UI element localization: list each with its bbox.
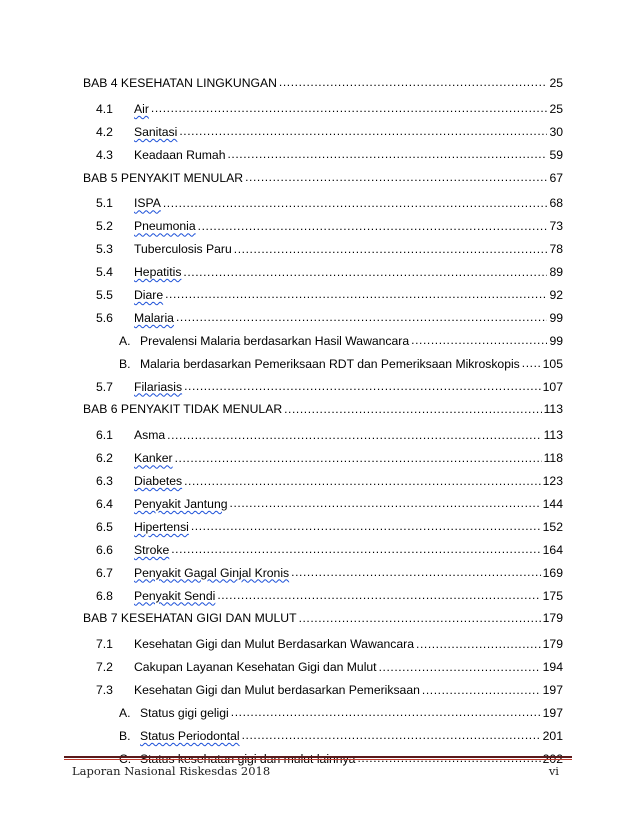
toc-title: Asma [134, 428, 166, 443]
toc-page: 92 [549, 288, 563, 303]
toc-title: Kesehatan Gigi dan Mulut berdasarkan Pemeriksaan [134, 683, 420, 698]
toc-chapter[interactable] [83, 607, 563, 630]
toc-title: Pneumonia [134, 219, 196, 234]
toc-title: Hipertensi [134, 519, 189, 534]
toc-section[interactable] [83, 261, 563, 284]
toc-number: 5.4 [96, 265, 113, 280]
toc-section[interactable] [83, 238, 563, 261]
toc-leader [184, 475, 541, 489]
toc-title: BAB 7 KESEHATAN GIGI DAN MULUT [83, 611, 297, 626]
toc-leader [191, 520, 541, 534]
toc-section[interactable] [83, 98, 563, 121]
toc-number: 6.3 [96, 474, 113, 489]
toc-leader [291, 566, 541, 580]
toc-title: ISPA [134, 196, 161, 211]
toc-section[interactable] [83, 585, 563, 608]
toc-number: 7.3 [96, 683, 113, 698]
toc-section[interactable] [83, 307, 563, 330]
toc-leader [167, 429, 541, 443]
toc-page: 118 [543, 451, 563, 466]
toc-page: 197 [542, 706, 563, 721]
toc-leader [230, 497, 541, 511]
toc-section[interactable] [83, 215, 563, 238]
toc-section[interactable] [83, 192, 563, 215]
toc-page: 144 [542, 497, 563, 512]
toc-number: 7.1 [96, 637, 113, 652]
toc-title: Stroke [134, 542, 170, 557]
toc-page: 164 [542, 542, 563, 557]
toc-leader [279, 76, 548, 90]
footer-rule-accent [64, 759, 572, 760]
toc-number: 6.5 [96, 519, 113, 534]
toc-leader [175, 452, 542, 466]
toc-leader [183, 266, 547, 280]
toc-section[interactable] [83, 493, 563, 516]
toc-title: Penyakit Gagal Ginjal Kronis [134, 565, 290, 580]
toc-subsection[interactable] [83, 725, 563, 748]
toc-title: Sanitasi [134, 124, 178, 139]
toc-leader [176, 311, 547, 325]
footer-page-number: vi [548, 764, 559, 778]
toc-title: Filariasis [134, 379, 183, 394]
toc-section[interactable] [83, 376, 563, 399]
toc-leader [299, 612, 541, 626]
toc-letter: B. [119, 356, 131, 371]
toc-title: BAB 4 KESEHATAN LINGKUNGAN [83, 76, 277, 90]
toc-leader [179, 125, 547, 139]
toc-number: 6.2 [96, 451, 113, 466]
toc-number: 5.5 [96, 288, 113, 303]
toc-page: 179 [542, 637, 563, 652]
toc-title: Penyakit Jantung [134, 497, 228, 512]
toc-page: 152 [542, 519, 563, 534]
toc-section[interactable] [83, 284, 563, 307]
toc-number: 4.3 [96, 147, 113, 162]
toc-number: 5.2 [96, 219, 113, 234]
toc-title: Status Periodontal [140, 728, 240, 743]
toc-page: 113 [543, 402, 563, 417]
footer-rule [64, 756, 572, 758]
table-of-contents [83, 72, 563, 771]
toc-page: 59 [549, 147, 563, 162]
toc-letter: A. [119, 706, 131, 721]
toc-leader [165, 288, 547, 302]
toc-leader [151, 102, 548, 116]
toc-page: 67 [549, 170, 563, 185]
toc-title: Tuberculosis Paru [134, 242, 232, 257]
toc-page: 25 [549, 101, 563, 116]
toc-leader [422, 684, 541, 698]
toc-leader [234, 243, 548, 257]
toc-title: Prevalensi Malaria berdasarkan Hasil Wawancara [140, 333, 410, 348]
toc-leader [171, 543, 540, 557]
toc-number: 5.3 [96, 242, 113, 257]
toc-chapter[interactable] [83, 72, 563, 95]
toc-letter: A. [119, 333, 131, 348]
toc-number: 7.2 [96, 660, 113, 675]
toc-section[interactable] [83, 470, 563, 493]
toc-section[interactable] [83, 562, 563, 585]
toc-title: Diare [134, 288, 164, 303]
toc-leader [227, 148, 547, 162]
toc-title: Keadaan Rumah [134, 147, 226, 162]
toc-number: 6.8 [96, 588, 113, 603]
toc-section[interactable] [83, 656, 563, 679]
toc-page: 169 [542, 565, 563, 580]
toc-section[interactable] [83, 516, 563, 539]
toc-leader [231, 706, 541, 720]
toc-page: 179 [542, 611, 563, 626]
toc-title: Kesehatan Gigi dan Mulut Berdasarkan Wawancara [134, 637, 415, 652]
toc-page: 113 [543, 428, 563, 443]
toc-chapter[interactable] [83, 167, 563, 190]
toc-leader [242, 729, 541, 743]
toc-page: 99 [549, 333, 563, 348]
toc-page: 107 [542, 379, 563, 394]
toc-page: 175 [542, 588, 563, 603]
toc-title: BAB 5 PENYAKIT MENULAR [83, 170, 244, 185]
toc-page: 78 [549, 242, 563, 257]
toc-page: 73 [549, 219, 563, 234]
toc-number: 5.1 [96, 196, 113, 211]
toc-section[interactable] [83, 424, 563, 447]
toc-leader [163, 197, 548, 211]
toc-page: 123 [542, 474, 563, 489]
toc-page: 30 [549, 124, 563, 139]
toc-section[interactable] [83, 144, 563, 167]
toc-page: 194 [542, 660, 563, 675]
toc-page: 197 [542, 683, 563, 698]
toc-section[interactable] [83, 121, 563, 144]
toc-title: Penyakit Sendi [134, 588, 216, 603]
toc-title: Cakupan Layanan Kesehatan Gigi dan Mulut [134, 660, 377, 675]
toc-title: Status gigi geligi [140, 706, 229, 721]
toc-section[interactable] [83, 447, 563, 470]
toc-letter: B. [119, 728, 131, 743]
toc-subsection[interactable] [83, 330, 563, 353]
toc-subsection[interactable] [83, 702, 563, 725]
toc-subsection[interactable] [83, 353, 563, 376]
toc-leader [522, 357, 541, 371]
toc-number: 6.7 [96, 565, 113, 580]
toc-number: 4.2 [96, 124, 113, 139]
toc-section[interactable] [83, 633, 563, 656]
toc-page: 99 [549, 310, 563, 325]
toc-leader [245, 171, 547, 185]
toc-number: 5.7 [96, 379, 113, 394]
toc-leader [411, 334, 547, 348]
toc-page: 89 [549, 265, 563, 280]
toc-title: Hepatitis [134, 265, 182, 280]
toc-leader [284, 403, 541, 417]
toc-number: 6.1 [96, 428, 113, 443]
toc-title: Malaria [134, 310, 174, 325]
toc-title: Diabetes [134, 474, 183, 489]
toc-page: 25 [549, 76, 563, 90]
toc-chapter[interactable] [83, 398, 563, 421]
toc-section[interactable] [83, 679, 563, 702]
toc-leader [184, 380, 541, 394]
toc-title: Malaria berdasarkan Pemeriksaan RDT dan Pemeriksaan Mikroskopis [140, 356, 520, 371]
toc-title: Kanker [134, 451, 173, 466]
toc-page: 105 [542, 356, 563, 371]
toc-leader [198, 220, 548, 234]
toc-number: 6.4 [96, 497, 113, 512]
toc-page: 68 [549, 196, 563, 211]
toc-number: 4.1 [96, 101, 113, 116]
toc-leader [379, 661, 541, 675]
toc-page: 201 [542, 728, 563, 743]
toc-title: Air [134, 101, 149, 116]
toc-section[interactable] [83, 539, 563, 562]
toc-number: 5.6 [96, 310, 113, 325]
toc-leader [416, 638, 541, 652]
toc-number: 6.6 [96, 542, 113, 557]
toc-title: BAB 6 PENYAKIT TIDAK MENULAR [83, 402, 283, 417]
footer-report-title: Laporan Nasional Riskesdas 2018 [72, 764, 271, 778]
toc-leader [217, 589, 540, 603]
